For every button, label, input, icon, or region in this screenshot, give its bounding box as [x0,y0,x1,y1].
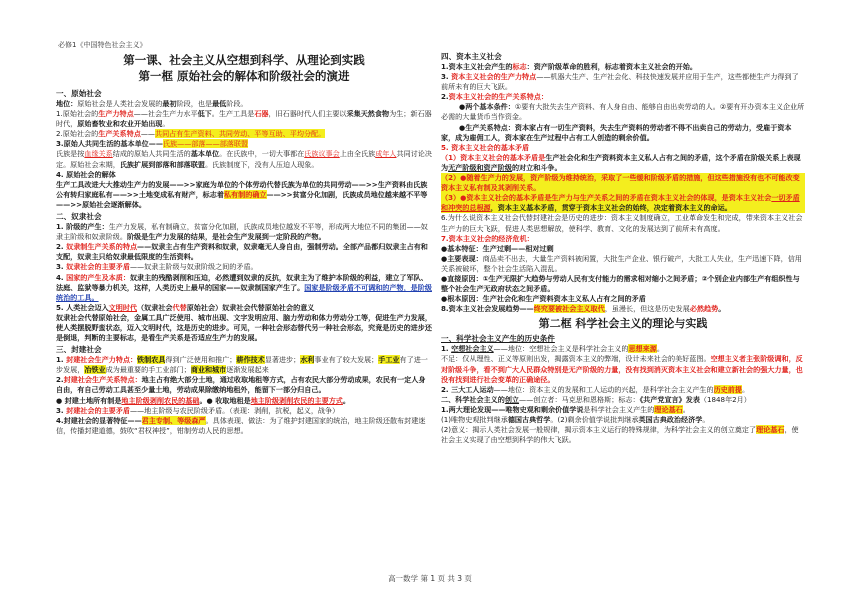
text: 生产工具改进大大推动生产力的发展——>>家庭为单位的个体劳动代替氏族为单位的共同劳动——>>生产资料由氏族公有转归家庭私有——>>土地变成私有财产，标志着 [56,179,428,199]
text: ●基本特征： [441,243,483,253]
text: 5. 人类社会迈入 [56,302,109,312]
paragraph [441,395,805,405]
text: 石器 [254,109,269,119]
text: 。 [342,395,350,405]
text: 创立 [504,394,520,404]
paragraph [56,129,432,139]
text: 商品卖不出去，大量生产资料被闲置，大批生产企业、银行破产，大批工人失业，生产迅速下降，信用关系被破坏，整个社会生活陷入混乱。 [441,253,802,273]
text: 《共产党宣言》发表 [639,394,700,404]
paragraph [56,355,432,375]
text: 3.原始人共同生活的基本单位—— [56,139,163,149]
text: 生产力发展，私有制确立，贫富分化加剧，氏族成员地位越发不平等，形成两大地位不同的集团——奴隶主阶级和奴隶阶级。 [56,222,428,242]
text: 德国古典哲学 [507,415,551,424]
paragraph: 6.为什么说资本主义社会代替封建社会是历史的进步：资本主义制度确立，工业革命发生和完成，带来资本主义社会生产力的巨大飞跃，促进人类思想解放，使科学、教育、文化的发展达到了前所未有高度。 [441,213,803,233]
frame1-title: 第一框 原始社会的解体和阶级社会的演进 [138,69,350,83]
text: （1848年2月） [699,394,751,404]
text: ——创立者：马克思和恩格斯；标志： [519,394,640,404]
text: ——奴隶主占有生产资料和奴隶，奴隶毫无人身自由，强制劳动。全部产品都归奴隶主占有和支配，奴隶主只给奴隶最低限度的生活资料。 [56,242,428,262]
text: ● 封建土地所有制是 [56,395,122,405]
text: ——社会生产力水平 [133,109,198,119]
paragraph [56,375,432,395]
paragraph [441,415,805,425]
text: 和 [580,152,588,162]
text: 二、科学社会主义的 [441,394,505,404]
paragraph: 奴隶社会代替原始社会，金属工具广泛使用、城市出现、文字发明应用、脑力劳动和体力劳动分工等，促进生产力发展，使人类摆脱野蛮状态，迈入文明时代，这是历史的进步。可见，一种社会形态替代另一种社会形态，究竟是历史的进步还是倒退，判断的主要标志，是看生产关系是否适应生产力的发展。 [56,312,432,343]
paragraph [441,344,805,354]
text: 共同占有生产资料、共同劳动、平等互助、平均分配。 [155,129,326,139]
paragraph [441,385,805,395]
text: 商业和城市 [190,365,227,375]
text: 8.资本主义社会发展趋势—— [441,304,534,314]
text: 2.原始社会的 [56,129,99,139]
paragraph [56,396,432,406]
section-conditions-heading: 一、科学社会主义产生的历史条件 [441,334,555,344]
text: 生产过剩——相对过剩 [482,243,554,253]
section-feudal-heading: 三、封建社会 [56,345,102,355]
text: 代替 [172,302,187,312]
text: 1.原始社会的 [56,109,99,119]
text: 冶铁业 [84,365,106,375]
paragraph [441,72,805,92]
text: 的对立和斗争。 [511,162,562,172]
text: 氏族——部落——部落联盟 [162,139,249,149]
text: 成为最重要的手工业部门； [105,365,191,375]
text: 生产社会化 [545,152,581,162]
paragraph [56,139,432,149]
text: 地主阶级剥削农民的基础 [121,395,200,405]
text: 不足：仅从理性、正义等原则出发，揭露资本主义的弊端，设计未来社会的美好蓝图。 [441,354,711,364]
paragraph [441,92,805,102]
text: 铁制农具 [137,355,166,365]
text: 3. [441,72,452,82]
paragraph [441,244,805,254]
text: ●根本原因： [441,294,483,304]
text: （奴隶社会 [137,302,173,312]
text: ——机器大生产、生产社会化、科技快速发展并应用于生产，这些都使生产力得到了前所未有的巨大飞跃。 [441,72,799,92]
text: 1.资本主义社会产生的 [441,62,513,71]
text: ，虽漫长，但这是历史发展 [604,304,690,314]
text: 。 [702,415,710,424]
text: 私有制的确立 [223,189,267,199]
text: 封建社会生产力特点： [66,355,138,365]
text: 。 [741,384,750,394]
text: 最低 [212,99,227,108]
text: 无产阶级和资产阶级 [448,162,512,172]
text: 4. [56,272,67,282]
text: 唯物史观 [505,404,534,414]
paragraph [56,273,432,303]
text: 上由全氏族 [339,149,376,159]
text: 成年人 [375,149,397,159]
paragraph: （2）●随着生产力的发展，资产阶级为维持统治，采取了一些缓和阶级矛盾的措施，但这些措施没有也不可能改变资本主义私有制及其剥削关系。 [441,173,805,193]
text: 和 [533,404,541,414]
text: 。 [718,304,726,314]
text: 逐渐发展起来 [226,365,269,375]
text: ，旧石器时代人们主要以 [268,109,347,119]
text: 为生；新石器时代， [56,109,432,129]
paragraph [56,99,432,109]
text: ①要有大批失去生产资料、有人身自由、能够自由出卖劳动的人。②要有开办资本主义企业所必需的大量货币当作资金。 [441,102,805,122]
paragraph [56,180,432,210]
text: 国家是阶级矛盾不可调和的产物，是阶级统治的工具。 [56,282,432,302]
text: (2)意义：揭示人类社会发展一般规律，揭示资本主义运行的特殊规律，为科学社会主义的创立奠定了 [441,425,757,435]
paragraph [441,123,805,143]
paragraph [441,62,805,72]
text: 阶段。 [226,99,248,108]
text: 2. [441,92,449,102]
text: （3）●资本主义社会的基本矛盾是生产力与生产关系之间的矛盾在资本主义社会的体现，是资本主义社会 [441,193,772,203]
text: 水利 [300,355,315,365]
text: 历史前提 [713,384,742,394]
paragraph [441,425,805,445]
text: 。生产工具是 [211,109,255,119]
text: 。(2)剩余价值学说批判继承 [550,415,639,424]
text: 2. [56,375,64,385]
paragraph [441,354,805,384]
paragraph [56,303,432,313]
book-header: 必修1《中国特色社会主义》 [58,41,147,49]
paragraph [56,406,432,416]
lesson-title: 第一课、社会主义从空想到科学、从理论到实践 [123,53,365,67]
section-slavery-heading: 二、奴隶社会 [56,212,102,222]
text: 剩余价值学说 [540,404,584,414]
text: 是科学社会主义产生的 [583,404,655,414]
text: 标志 [512,62,527,71]
right-column [441,50,805,445]
text: 。氏族制度下，没有人压迫人现象。 [204,159,319,169]
text: 空想社会主义 [451,344,494,354]
text: 。具体表现、做法：为了维护封建国家的统治，地主阶级还散布封建迷信，传播封建道德，鼓吹“君权神授”，钳制劳动人民的思想。 [56,415,426,435]
text: ——地主阶级与农民阶级矛盾。（表现：剥削，抗税，起义，战争） [129,405,340,415]
text: 阶段，也是 [176,99,213,108]
paragraph [441,405,805,415]
text: 理论基石 [756,425,785,435]
text: 文明时代 [108,302,138,312]
paragraph: 7.资本主义社会的经济危机： [441,233,534,243]
text: ●直接原因： [441,273,483,283]
text: ——地位：空想社会主义是科学社会主义的 [493,344,629,354]
text: 奴隶主的残酷剥削和压迫，必然遭到奴隶的反抗，奴隶主为了维护本阶级的利益，建立了军队、法庭、监狱等暴力机关，这样，人类历史上最早的国家——奴隶制国家产生了。 [56,272,428,292]
text: 原始社会是人类社会发展的 [77,99,163,108]
paragraph [56,149,432,169]
paragraph [56,109,432,129]
text: 之间的矛盾，这个矛盾在阶级关系上表现为 [441,152,801,172]
text: 事业有了较大发展； [314,355,379,365]
text: ——奴隶主阶级与奴隶阶级之间的矛盾。 [129,262,258,272]
text: 耕作技术 [236,355,265,365]
text: 。● 收取地租是 [199,395,251,405]
paragraph [56,222,432,242]
text: 低下 [197,109,212,119]
text: 英国古典政治经济学 [638,415,703,424]
text: 生产力特点 [98,109,134,119]
text: 资本家占有一切生产资料，失去生产资料的劳动者不得不出卖自己的劳动力，受雇于资本家，成为雇佣工人，资本家在生产过程中占有工人创造的剩余价值。 [441,122,792,142]
text: 。 [162,119,170,129]
text: 共同讨论决定。原始社会末期， [56,149,432,169]
text: 奴隶制生产关系的特点 [66,242,138,252]
text: 2. [56,242,67,252]
text: 氏族是按 [56,149,85,159]
text: ：资产阶级革命的胜利，标志着资本主义社会的开始。 [526,62,697,71]
paragraph [56,416,432,436]
text: 有了进一步发展， [56,355,428,375]
page-footer: 高一数学 第 1 页 共 3 页 [388,574,472,583]
text: 思想来源 [628,344,657,354]
text: 地主阶级剥削农民的主要方式 [250,395,343,405]
text: 显著进步； [264,355,301,365]
text: 3. [56,405,67,415]
text: 资本主义社会的生产关系特点： [448,92,548,102]
paragraph [441,193,805,213]
text: ，使社会主义实现了由空想到科学的伟大飞跃。 [441,425,799,445]
text: ——>>贫富分化加剧，氏族成员地位越来越不平等——>>原始社会逐渐解体。 [56,189,428,209]
text: ，资本主义基本矛盾，贯穿于资本主义社会的始终，决定着资本主义的命运。 [490,203,732,213]
paragraph [441,153,805,173]
paragraph [56,262,432,272]
text: 原始畜牧业和农业开始出现 [77,119,163,129]
text: (1)唯物史观批判继承 [441,415,508,424]
text: 生产资料资本主义私人占有 [587,152,673,162]
text: （1）资本主义社会的基本矛盾是 [441,152,546,162]
section-primitive-heading: 一、原始社会 [56,89,102,98]
text: 血缘关系 [84,149,113,159]
text: 。 [682,404,690,414]
text: 君主专制、等级森严 [141,415,206,425]
text: 终究要被社会主义取代 [533,304,605,314]
text: 必然趋势 [689,304,719,314]
text: —— [140,129,155,139]
paragraph [441,274,805,294]
text: 。在氏族中，一切大事都在 [219,149,305,159]
text: 1. [441,344,452,354]
paragraph: 5. 资本主义社会的基本矛盾 [441,142,530,152]
text: 最初 [162,99,177,108]
paragraph [441,304,805,314]
text: 手工业 [378,355,400,365]
paragraph [56,242,432,262]
paragraph [441,294,805,304]
section-capitalism-heading: 四、资本主义社会 [441,52,502,61]
text: 地位： [56,99,78,108]
text: 2. 三大工人运动 [441,384,494,394]
text: 3. [56,262,67,272]
text: 阶级是生产力发展的结果，是社会生产发展到一定阶段的产物。 [126,232,326,242]
text: ①生产无限扩大趋势与劳动人民有支付能力的需求相对缩小之间矛盾；②个别企业内部生产有组织性与整个社会生产无政府状态之间矛盾。 [441,273,800,294]
text: ●生产关系特点： [459,122,515,132]
text: 1.两大理论发现—— [441,404,506,414]
text: 1. [56,355,67,365]
text: 空想主义者主张阶级调和，反对阶级斗争，看不到广大人民群众特别是无产阶级的力量，没有找到消灭资本主义社会和建立新社会的强大力量，也没有找到进行社会变革的正确途径。 [441,354,803,384]
text: 生产关系特点 [98,129,141,139]
frame2-title: 第二框 科学社会主义的理论与实践 [538,317,708,331]
text: 1. 阶级的产生： [56,222,109,232]
paragraph: 4. 原始社会的解体 [56,169,116,179]
text: 资本主义社会的生产力特点 [451,72,537,82]
text: 得到广泛使用和推广； [165,355,237,365]
paragraph [441,254,805,274]
text: 4.封建社会的显著特征—— [56,415,142,425]
text: ●两个基本条件： [459,102,515,112]
text: 奴隶社会的主要矛盾 [66,262,130,272]
text: ●主要表现： [441,253,483,263]
left-column [56,50,432,436]
text: 地主占有绝大部分土地，通过收取地租等方式，占有农民大部分劳动成果，农民有一定人身自由，有自己劳动工具甚至少量土地，劳动成果除缴纳地租外，能留下一部分归自己。 [56,375,426,395]
text: ——地位：资本主义的发展和工人运动的兴起，是科学社会主义产生的 [493,384,714,394]
text: 结成的原始人共同生活的 [112,149,191,159]
text: 氏族议事会 [304,149,340,159]
text: 氏族扩展到部落和部落联盟 [119,159,205,169]
text: 封建社会的主要矛盾 [66,405,130,415]
paragraph [441,102,805,122]
text: 生产社会化和生产资料资本主义私人占有之间的矛盾 [482,294,646,304]
text: 。 [656,344,664,354]
text: 一切矛盾和冲突的总根源 [441,193,800,213]
text: 原始社会）奴隶社会代替原始社会的意义 [186,302,315,312]
text: 理论基石 [654,404,683,414]
text: 基本单位 [190,149,220,159]
text: 封建社会生产关系特点： [63,375,142,385]
text: 国家的产生及本质： [66,272,130,282]
text: 采集天然食物 [346,109,390,119]
